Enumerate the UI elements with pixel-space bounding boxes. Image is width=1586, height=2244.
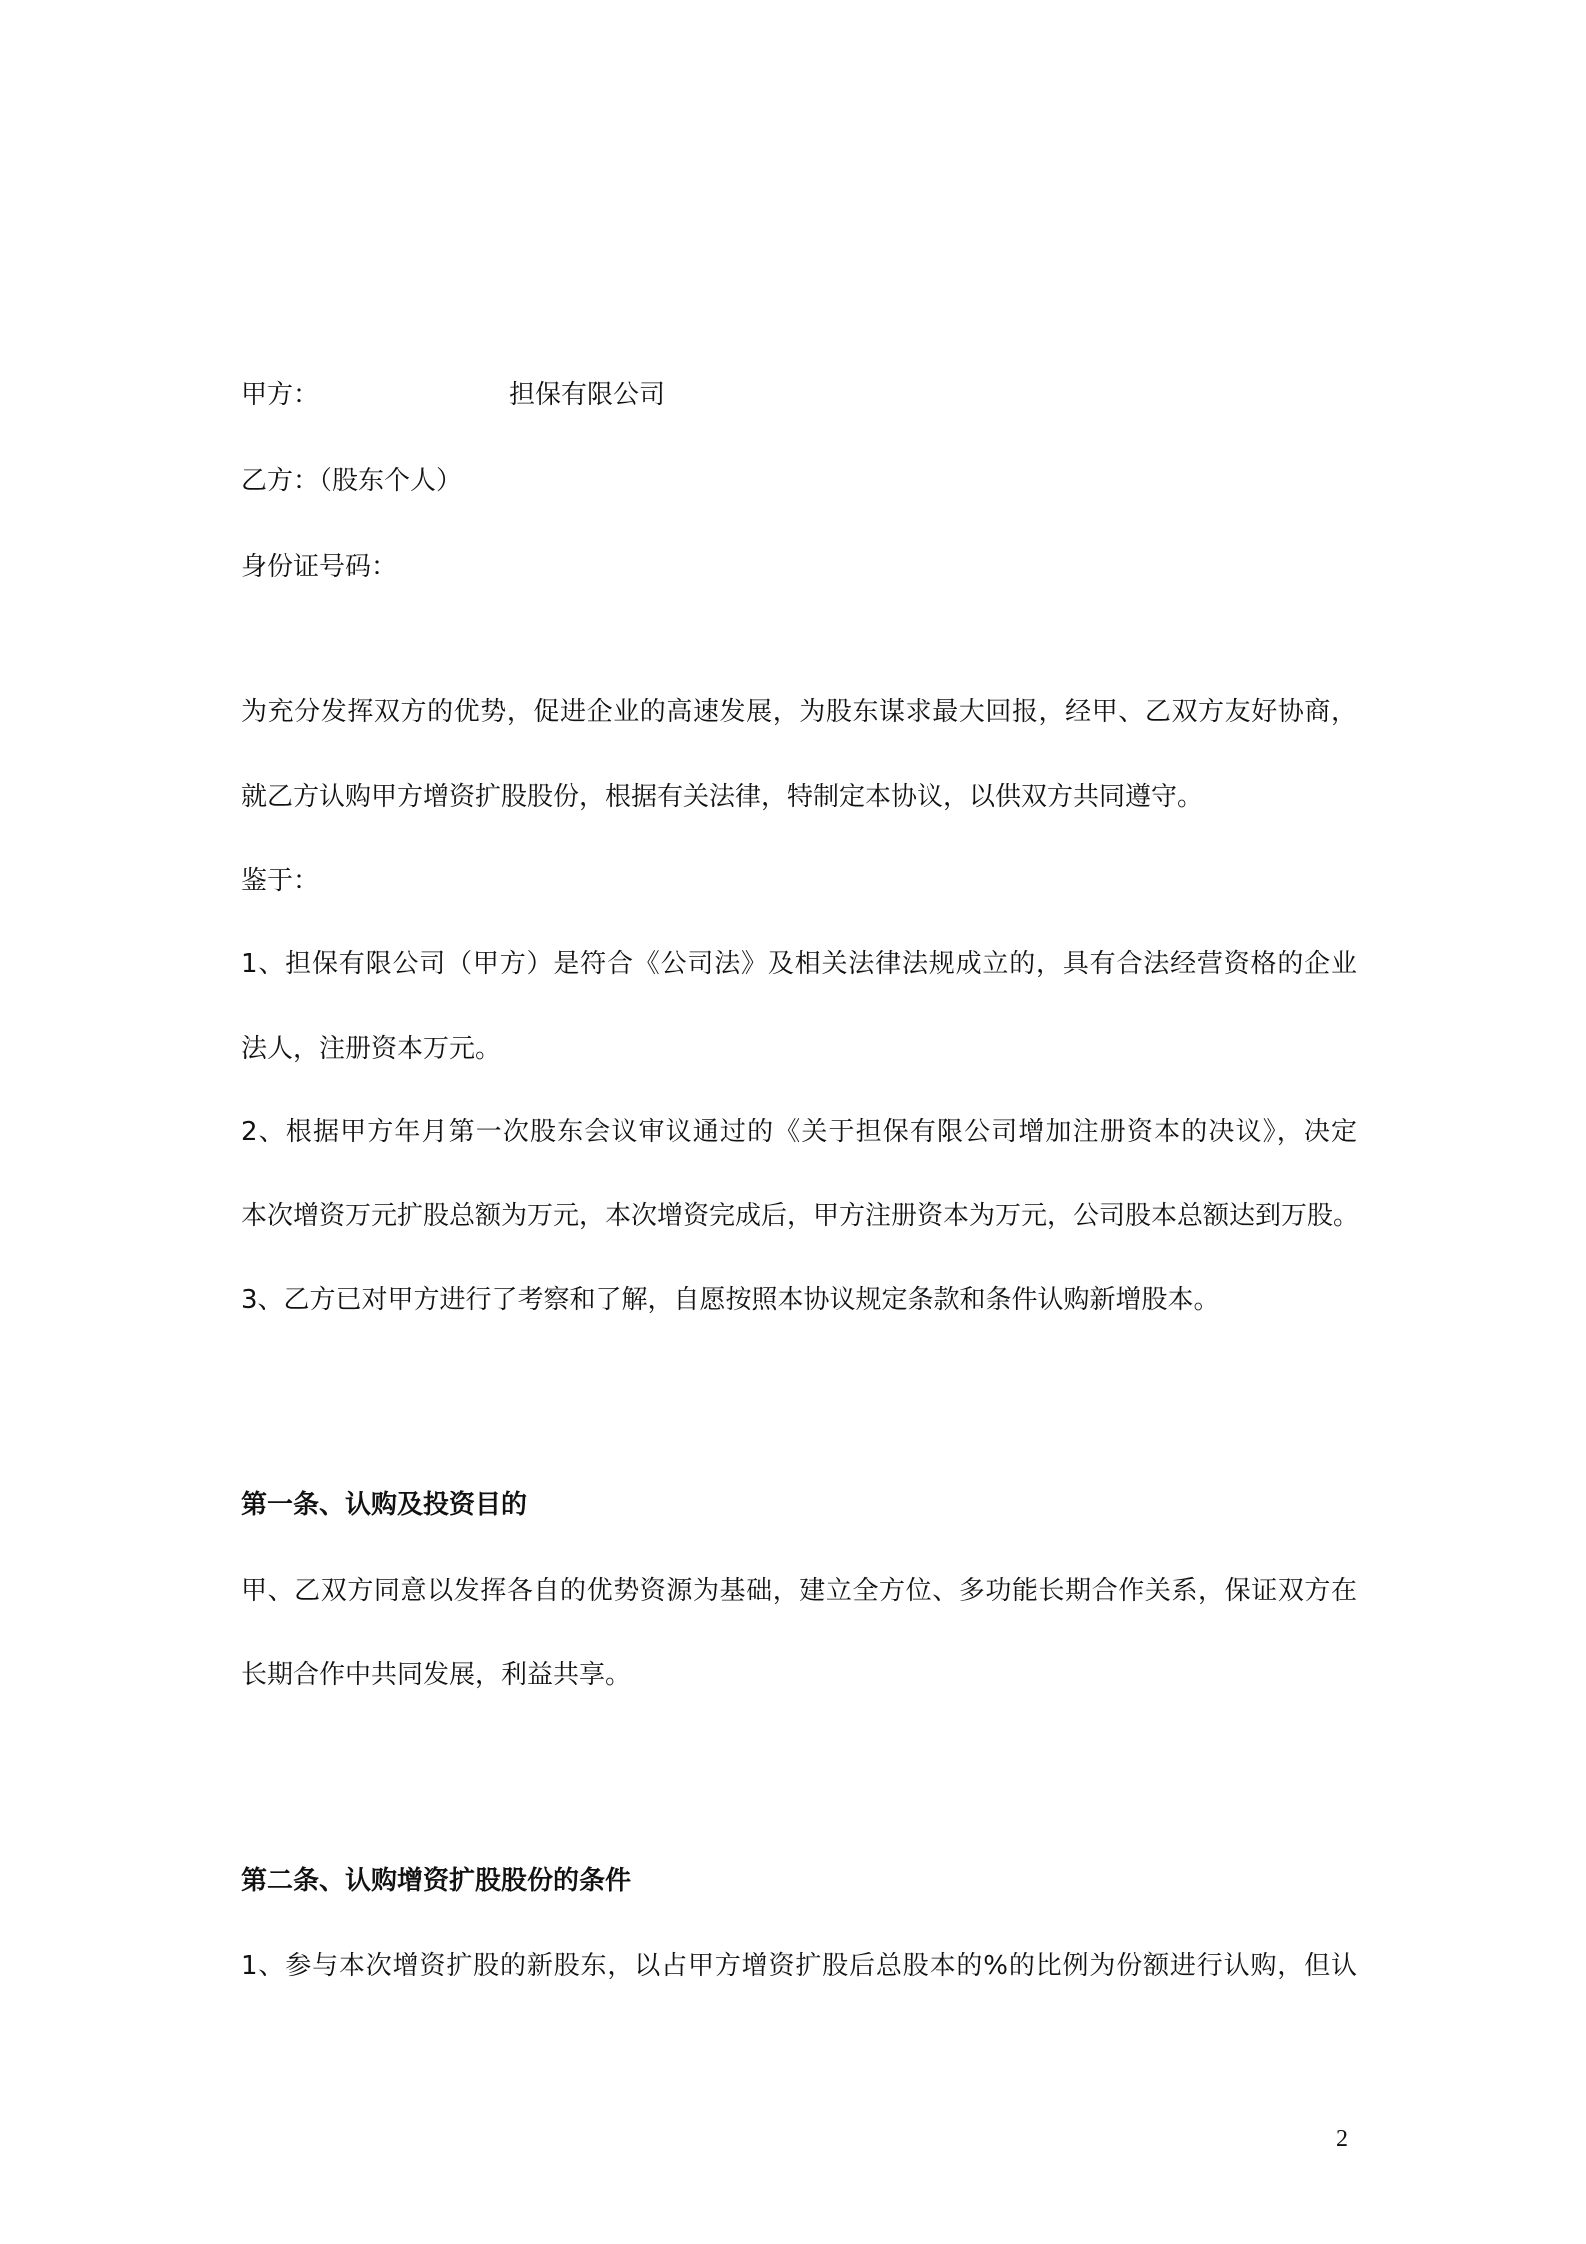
whereas-item-2-line-1: 2、根据甲方年月第一次股东会议审议通过的《关于担保有限公司增加注册资本的决议》，决定 bbox=[241, 1117, 1357, 1147]
whereas-item-1-line-1: 1、担保有限公司（甲方）是符合《公司法》及相关法律法规成立的，具有合法经营资格的企业 bbox=[241, 949, 1357, 979]
id-number-line: 身份证号码： bbox=[241, 552, 398, 582]
party-b-line: 乙方：（股东个人） bbox=[241, 466, 463, 496]
article-1-heading: 第一条、认购及投资目的 bbox=[241, 1490, 528, 1520]
preamble-line-1: 为充分发挥双方的优势，促进企业的高速发展，为股东谋求最大回报，经甲、乙双方友好协商， bbox=[241, 697, 1357, 727]
whereas-heading: 鉴于： bbox=[241, 866, 320, 896]
whereas-item-1-line-2: 法人，注册资本万元。 bbox=[241, 1034, 502, 1064]
party-a-name: 担保有限公司 bbox=[509, 380, 666, 410]
article-2-line-1: 1、参与本次增资扩股的新股东，以占甲方增资扩股后总股本的%的比例为份额进行认购，但认 bbox=[241, 1951, 1357, 1981]
article-2-heading: 第二条、认购增资扩股股份的条件 bbox=[241, 1866, 632, 1896]
article-1-line-2: 长期合作中共同发展，利益共享。 bbox=[241, 1660, 632, 1690]
whereas-item-3: 3、乙方已对甲方进行了考察和了解，自愿按照本协议规定条款和条件认购新增股本。 bbox=[241, 1285, 1220, 1315]
preamble-line-2: 就乙方认购甲方增资扩股股份，根据有关法律，特制定本协议，以供双方共同遵守。 bbox=[241, 782, 1204, 812]
page-number: 2 bbox=[1336, 2126, 1348, 2152]
party-a-label: 甲方： bbox=[241, 380, 320, 410]
whereas-item-2-line-2: 本次增资万元扩股总额为万元，本次增资完成后，甲方注册资本为万元，公司股本总额达到万股。 bbox=[241, 1201, 1360, 1231]
article-1-line-1: 甲、乙双方同意以发挥各自的优势资源为基础，建立全方位、多功能长期合作关系，保证双方在 bbox=[241, 1576, 1357, 1606]
party-a-line bbox=[241, 377, 665, 413]
